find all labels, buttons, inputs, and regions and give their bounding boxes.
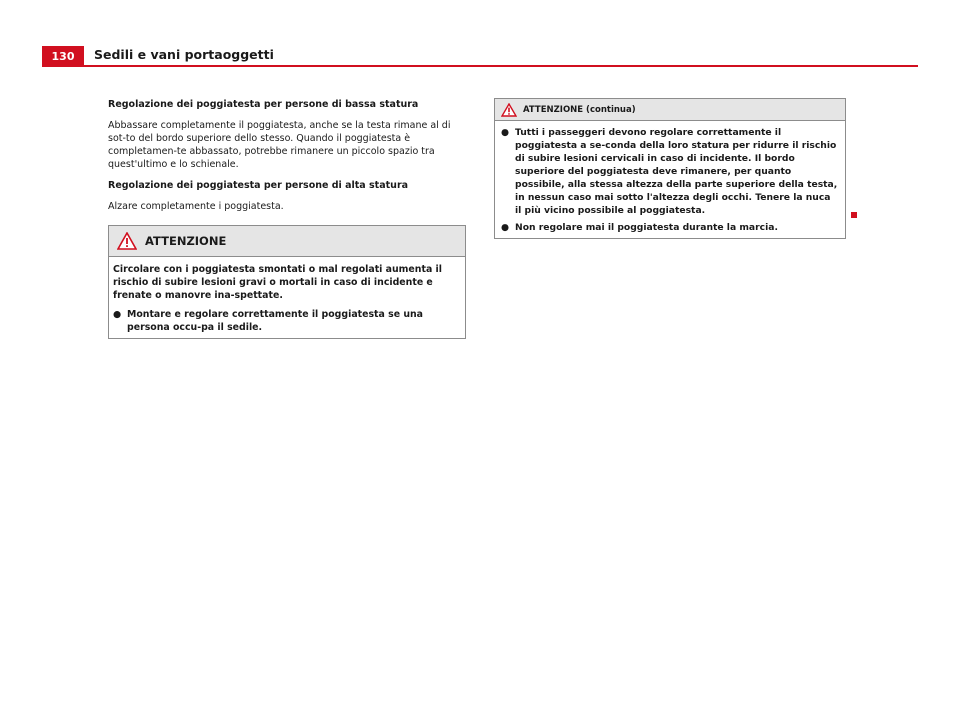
section-heading-tall-stature: Regolazione dei poggiatesta per persone di alta statura bbox=[108, 180, 409, 191]
end-of-section-marker bbox=[851, 212, 857, 218]
page-title: Sedili e vani portaoggetti bbox=[94, 47, 274, 62]
left-column bbox=[108, 98, 466, 339]
warning-bullet-text: Montare e regolare correttamente il poggiatesta se una persona occu-pa il sedile. bbox=[127, 309, 424, 333]
warning-box-continued bbox=[494, 98, 846, 239]
right-column bbox=[494, 98, 846, 239]
warning-box bbox=[108, 225, 466, 339]
warning-paragraph: Circolare con i poggiatesta smontati o mal regolati aumenta il rischio di subire lesioni gravi o mortali in caso di incidente e frenate o manovre ina-spettate. bbox=[113, 264, 442, 301]
warning-bullet-item bbox=[113, 308, 461, 334]
bullet-symbol: ● bbox=[501, 222, 510, 233]
warning-body bbox=[109, 257, 465, 338]
bullet-symbol: ● bbox=[113, 309, 122, 320]
warning-title: ATTENZIONE bbox=[145, 233, 227, 248]
section-text-short-stature: Abbassare completamente il poggiatesta, anche se la testa rimane al di sot-to del bordo superiore dello stesso. Quando il poggiatesta è completamen-te abbassato, potrebbe rimanere un piccolo spazio tra quest'ultimo e lo schienale. bbox=[108, 120, 451, 170]
warning-header-continued bbox=[495, 99, 845, 121]
bullet-symbol: ● bbox=[501, 127, 510, 138]
warning-triangle-icon bbox=[117, 232, 137, 250]
warning-bullet-item bbox=[501, 126, 839, 217]
warning-header bbox=[109, 226, 465, 257]
warning-bullet-text: Tutti i passeggeri devono regolare correttamente il poggiatesta a se-conda della loro statura per ridurre il rischio di subire lesioni cervicali in caso di incidente. Il bordo superiore del poggiatesta deve rimanere, per quanto possibile, alla stessa altezza della parte superiore della testa, in nessun caso mai sotto l'altezza degli occhi. Tenere la nuca il più vicino possibile al poggiatesta. bbox=[515, 127, 838, 216]
warning-triangle-icon bbox=[501, 103, 517, 117]
header-divider bbox=[42, 65, 918, 67]
section-heading-short-stature: Regolazione dei poggiatesta per persone di bassa statura bbox=[108, 99, 419, 110]
warning-bullet-text: Non regolare mai il poggiatesta durante la marcia. bbox=[515, 222, 778, 233]
warning-title-continued: ATTENZIONE (continua) bbox=[523, 104, 636, 115]
warning-body-continued bbox=[495, 121, 845, 238]
section-text-tall-stature: Alzare completamente i poggiatesta. bbox=[108, 201, 284, 212]
page-number: 130 bbox=[42, 46, 84, 67]
warning-bullet-item bbox=[501, 221, 839, 234]
